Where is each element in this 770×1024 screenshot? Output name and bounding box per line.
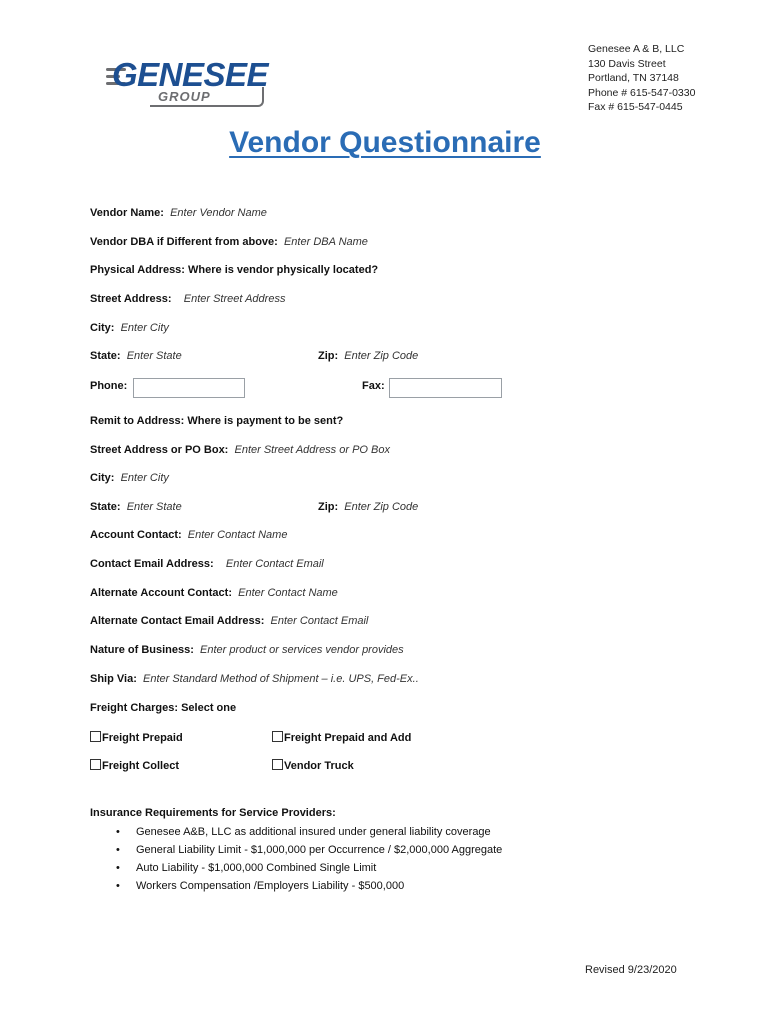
address-line: Fax # 615-547-0445 <box>588 101 683 114</box>
remit-zip-label: Zip: <box>318 501 339 513</box>
street-row <box>90 293 285 305</box>
account-contact-label: Account Contact: <box>90 529 182 541</box>
ship-via-row <box>90 673 419 685</box>
street-field[interactable]: Enter Street Address <box>183 293 286 305</box>
zip-label: Zip: <box>318 350 339 362</box>
vendor-name-field[interactable]: Enter Vendor Name <box>170 207 267 219</box>
city-field[interactable]: Enter City <box>120 322 169 334</box>
account-contact-row <box>90 529 287 541</box>
vendor-name-label: Vendor Name: <box>90 207 164 219</box>
contact-email-field[interactable]: Enter Contact Email <box>225 558 324 570</box>
freight-prepaid-add-label: Freight Prepaid and Add <box>284 732 412 744</box>
alt-email-row <box>90 615 368 627</box>
ship-via-field[interactable]: Enter Standard Method of Shipment – i.e. UPS, Fed-Ex.. <box>143 673 419 685</box>
vendor-truck-label: Vendor Truck <box>284 760 354 772</box>
state-row <box>90 350 182 362</box>
remit-street-label: Street Address or PO Box: <box>90 444 229 456</box>
remit-heading <box>90 415 343 427</box>
freight-collect-label: Freight Collect <box>102 760 180 772</box>
insurance-list <box>90 823 502 895</box>
ship-via-label: Ship Via: <box>90 673 137 685</box>
list-item: • Auto Liability - $1,000,000 Combined Single Limit <box>136 859 502 877</box>
contact-email-row <box>90 558 324 570</box>
freight-prepaid-checkbox[interactable] <box>90 731 183 744</box>
fax-input[interactable] <box>389 378 502 398</box>
freight-heading <box>90 702 236 714</box>
remit-zip-field[interactable]: Enter Zip Code <box>344 501 419 513</box>
address-line: Phone # 615-547-0330 <box>588 86 696 99</box>
alt-email-label: Alternate Contact Email Address: <box>90 615 265 627</box>
alt-contact-row <box>90 587 338 599</box>
alt-email-field[interactable]: Enter Contact Email <box>270 615 369 627</box>
alt-contact-label: Alternate Account Contact: <box>90 587 232 599</box>
city-label: City: <box>90 322 115 334</box>
company-address <box>588 42 695 115</box>
remit-city-field[interactable]: Enter City <box>120 472 169 484</box>
checkbox-box[interactable] <box>272 759 283 770</box>
nature-label: Nature of Business: <box>90 644 194 656</box>
list-item: • Workers Compensation /Employers Liability - $500,000 <box>136 877 502 895</box>
nature-field[interactable]: Enter product or services vendor provides <box>200 644 404 656</box>
contact-email-label: Contact Email Address: <box>90 558 214 570</box>
fax-row <box>362 380 385 392</box>
vendor-truck-checkbox[interactable] <box>272 759 354 772</box>
remit-label: Remit to Address: Where is payment to be sent? <box>90 415 344 427</box>
freight-prepaid-label: Freight Prepaid <box>102 732 183 744</box>
state-label: State: <box>90 350 121 362</box>
vendor-dba-label: Vendor DBA if Different from above: <box>90 236 278 248</box>
zip-row <box>318 350 418 362</box>
city-row <box>90 322 169 334</box>
phone-row <box>90 380 127 392</box>
remit-city-row <box>90 472 169 484</box>
freight-label: Freight Charges: Select one <box>90 702 237 714</box>
fax-label: Fax: <box>362 380 385 392</box>
checkbox-box[interactable] <box>90 759 101 770</box>
nature-row <box>90 644 404 656</box>
freight-collect-checkbox[interactable] <box>90 759 179 772</box>
address-line: Portland, TN 37148 <box>588 72 679 85</box>
phone-label: Phone: <box>90 380 128 392</box>
logo-sub: GROUP <box>158 89 211 104</box>
account-contact-field[interactable]: Enter Contact Name <box>187 529 288 541</box>
alt-contact-field[interactable]: Enter Contact Name <box>238 587 338 599</box>
revised-date: Revised 9/23/2020 <box>585 964 677 976</box>
vendor-dba-field[interactable]: Enter DBA Name <box>283 236 368 248</box>
remit-state-row <box>90 501 182 513</box>
checkbox-box[interactable] <box>272 731 283 742</box>
insurance-section <box>90 807 502 895</box>
remit-street-row <box>90 444 390 456</box>
logo-brand: GENESEE <box>112 56 269 93</box>
remit-state-label: State: <box>90 501 121 513</box>
physical-address-label: Physical Address: Where is vendor physically located? <box>90 264 379 276</box>
physical-address-heading <box>90 264 378 276</box>
phone-input[interactable] <box>133 378 245 398</box>
insurance-heading: Insurance Requirements for Service Providers: <box>90 807 336 819</box>
zip-field[interactable]: Enter Zip Code <box>344 350 419 362</box>
freight-prepaid-add-checkbox[interactable] <box>272 731 411 744</box>
address-line: 130 Davis Street <box>588 57 666 70</box>
remit-city-label: City: <box>90 472 115 484</box>
remit-street-field[interactable]: Enter Street Address or PO Box <box>234 444 390 456</box>
list-item: • Genesee A&B, LLC as additional insured under general liability coverage <box>136 823 502 841</box>
remit-state-field[interactable]: Enter State <box>126 501 182 513</box>
vendor-name-row <box>90 207 267 219</box>
checkbox-box[interactable] <box>90 731 101 742</box>
address-line: Genesee A & B, LLC <box>588 43 685 55</box>
vendor-dba-row <box>90 236 368 248</box>
list-item: • General Liability Limit - $1,000,000 per Occurrence / $2,000,000 Aggregate <box>136 841 502 859</box>
state-field[interactable]: Enter State <box>126 350 182 362</box>
page-title: Vendor Questionnaire <box>229 126 541 159</box>
genesee-logo <box>106 56 268 108</box>
remit-zip-row <box>318 501 418 513</box>
street-label: Street Address: <box>90 293 172 305</box>
